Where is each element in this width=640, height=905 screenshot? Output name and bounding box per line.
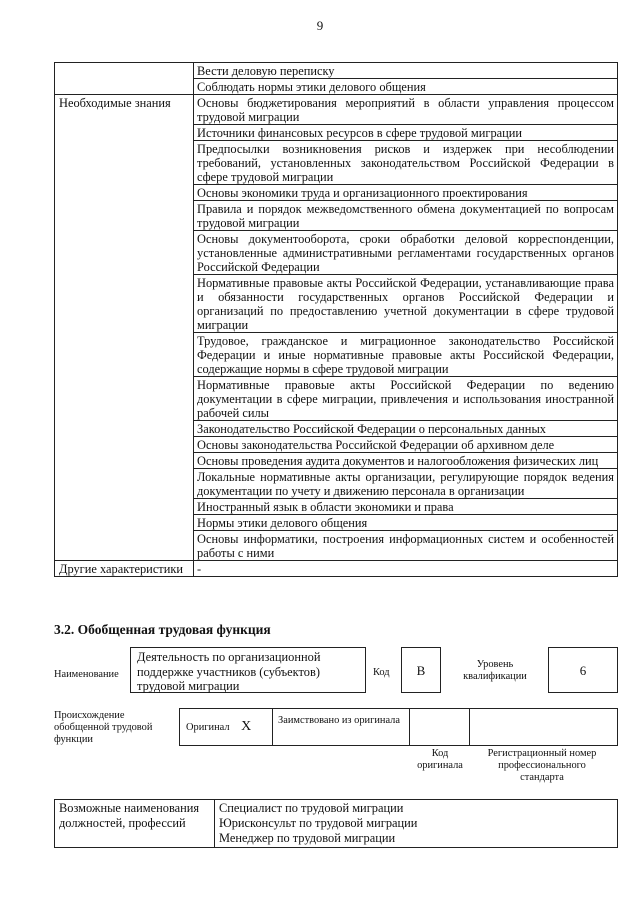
- knowledge-item: Предпосылки возникновения рисков и издержек при несоблюдении требований, установленных законодательством Российской Федерации в сфере трудовой миграции: [194, 141, 618, 185]
- knowledge-item: Основы законодательства Российской Федерации об архивном деле: [194, 437, 618, 453]
- skills-knowledge-table: [54, 62, 618, 577]
- skill-item: Вести деловую переписку: [194, 63, 618, 79]
- positions-row: [55, 800, 618, 848]
- original-label: Оригинал: [186, 722, 230, 733]
- knowledge-item: Нормы этики делового общения: [194, 515, 618, 531]
- knowledge-item: Основы экономики труда и организационного проектирования: [194, 185, 618, 201]
- positions-table: [54, 799, 618, 848]
- function-name-box: [130, 647, 366, 693]
- knowledge-item: Основы проведения аудита документов и налогообложения физических лиц: [194, 453, 618, 469]
- origin-label: Происхождение обобщенной трудовой функции: [54, 710, 153, 745]
- reg-number-box: [469, 708, 618, 746]
- other-value: -: [194, 561, 618, 577]
- positions-list: [215, 800, 618, 848]
- knowledge-row: [55, 95, 618, 125]
- knowledge-item: Основы бюджетирования мероприятий в области управления процессом трудовой миграции: [194, 95, 618, 125]
- function-name: Деятельность по организационной поддержке участников (субъектов) трудовой миграции: [137, 650, 321, 693]
- knowledge-item: Источники финансовых ресурсов в сфере трудовой миграции: [194, 125, 618, 141]
- knowledge-item: Законодательство Российской Федерации о персональных данных: [194, 421, 618, 437]
- knowledge-item: Нормативные правовые акты Российской Федерации по ведению документации в сфере миграции, привлечения и использования иностранной рабочей силы: [194, 377, 618, 421]
- positions-label: Возможные наименования должностей, профессий: [55, 800, 215, 848]
- code-box: [401, 647, 441, 693]
- knowledge-item: Трудовое, гражданское и миграционное законодательство Российской Федерации и иные нормативные правовые акты Российской Федерации, содержащие нормы в сфере трудовой миграции: [194, 333, 618, 377]
- code-value: В: [416, 663, 426, 678]
- position-item: Юрисконсульт по трудовой миграции: [219, 816, 418, 830]
- knowledge-item: Правила и порядок межведомственного обмена документацией по вопросам трудовой миграции: [194, 201, 618, 231]
- section-title: 3.2. Обобщенная трудовая функция: [54, 622, 271, 637]
- knowledge-item: Нормативные правовые акты Российской Федерации, устанавливающие права и обязанности государственных органов Российской Федерации и организаций по предоставлению учетной документации в сфере трудовой миграции: [194, 275, 618, 333]
- page-number: 9: [316, 18, 324, 33]
- original-box: [179, 708, 273, 746]
- level-value: 6: [579, 663, 587, 678]
- code-original-box: [409, 708, 470, 746]
- borrowed-box: [272, 708, 410, 746]
- reg-number-label: Регистрационный номер профессионального стандарта: [487, 748, 597, 783]
- other-row: [55, 561, 618, 577]
- other-label: Другие характеристики: [55, 561, 194, 577]
- knowledge-item: Основы документооборота, сроки обработки деловой корреспонденции, установленные административными регламентами государственных органов Российской Федерации: [194, 231, 618, 275]
- skills-label-cell: [55, 63, 194, 95]
- position-item: Специалист по трудовой миграции: [219, 801, 404, 815]
- knowledge-label: Необходимые знания: [55, 95, 194, 561]
- level-label: Уровень квалификации: [463, 659, 527, 682]
- level-box: [548, 647, 618, 693]
- name-label: Наименование: [54, 669, 119, 680]
- skills-row: [55, 63, 618, 79]
- position-item: Менеджер по трудовой миграции: [219, 831, 396, 845]
- code-original-label: Код оригинала: [417, 748, 463, 771]
- knowledge-item: Иностранный язык в области экономики и права: [194, 499, 618, 515]
- original-mark: X: [241, 719, 252, 734]
- borrowed-label: Заимствовано из оригинала: [278, 715, 400, 726]
- skill-item: Соблюдать нормы этики делового общения: [194, 79, 618, 95]
- knowledge-item: Локальные нормативные акты организации, регулирующие порядок ведения документации по учету и движению персонала в организации: [194, 469, 618, 499]
- knowledge-item: Основы информатики, построения информационных систем и особенностей работы с ними: [194, 531, 618, 561]
- code-label: Код: [373, 667, 390, 678]
